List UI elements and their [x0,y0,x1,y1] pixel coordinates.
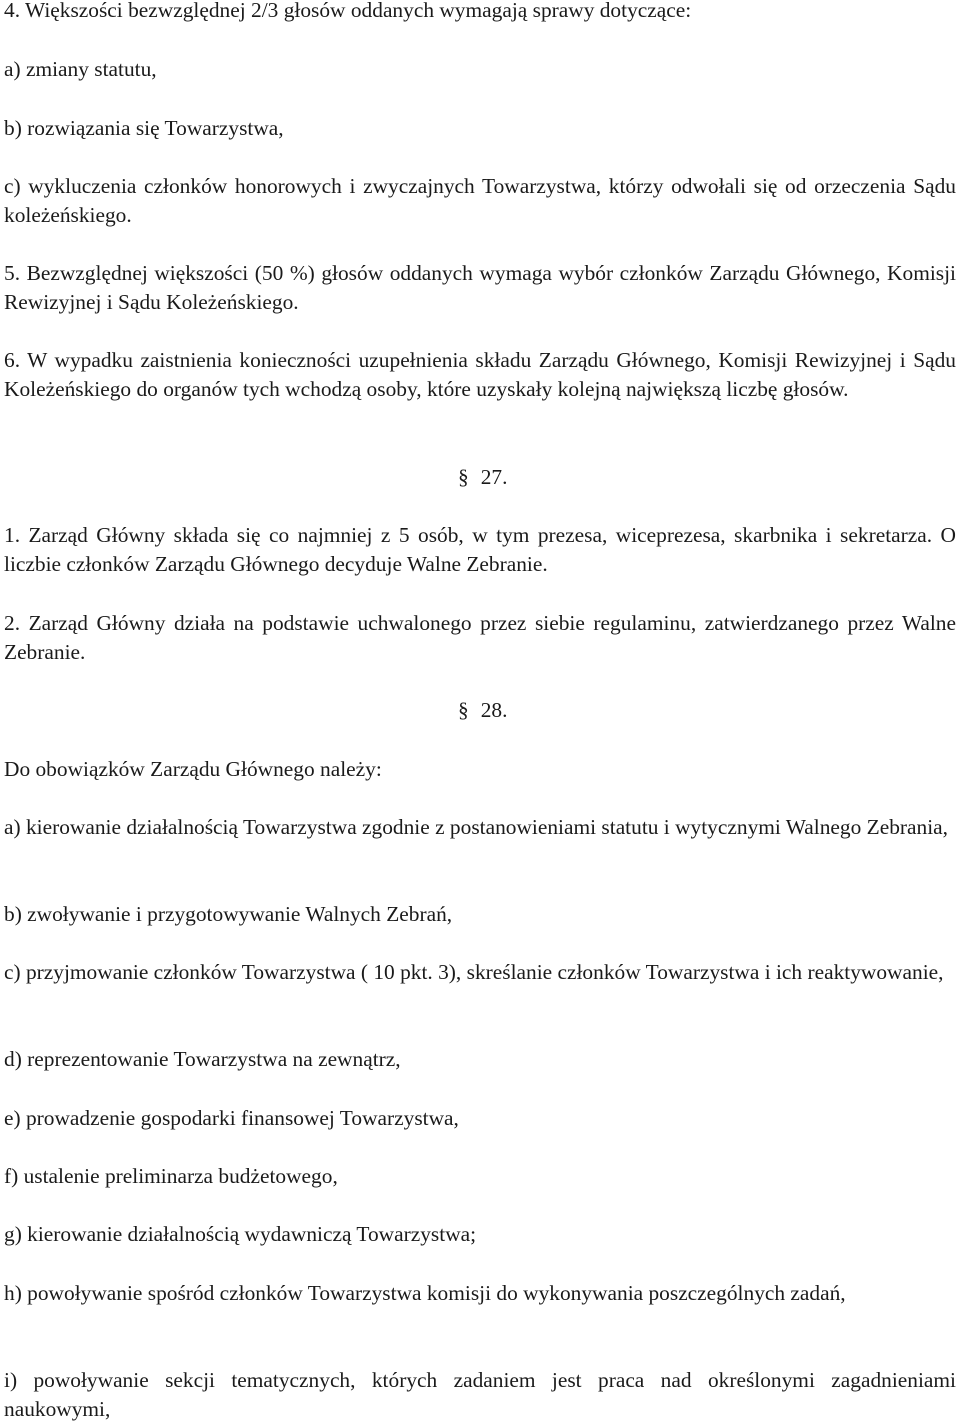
item-4b: b) rozwiązania się Towarzystwa, [4,116,284,140]
duty-e: e) prowadzenie gospodarki finansowej Towarzystwa, [4,1106,459,1130]
duty-i: i) powoływanie sekcji tematycznych, których zadaniem jest praca nad określonymi zagadnieniami naukowymi, [4,1368,956,1421]
paragraph-5: 5. Bezwzględnej większości (50 %) głosów oddanych wymaga wybór członków Zarządu Głównego, Komisji Rewizyjnej i Sądu Koleżeńskiego. [4,261,956,314]
section-number: 27. [480,465,508,489]
section-28-intro: Do obowiązków Zarządu Głównego należy: [4,757,382,781]
duty-a: a) kierowanie działalnością Towarzystwa zgodnie z postanowieniami statutu i wytycznymi Walnego Zebrania, [4,815,948,839]
section-heading-27 [458,463,507,492]
duty-b: b) zwoływanie i przygotowywanie Walnych Zebrań, [4,902,453,926]
section-27-point-2: 2. Zarząd Główny działa na podstawie uchwalonego przez siebie regulaminu, zatwierdzanego przez Walne Zebranie. [4,611,956,664]
section-27-point-1: 1. Zarząd Główny składa się co najmniej z 5 osób, w tym prezesa, wiceprezesa, skarbnika i sekretarza. O liczbie członków Zarządu Głównego decyduje Walne Zebranie. [4,523,956,576]
item-4a: a) zmiany statutu, [4,57,157,81]
duty-h: h) powoływanie spośród członków Towarzystwa komisji do wykonywania poszczególnych zadań, [4,1281,846,1305]
section-sign: § [458,465,469,489]
section-number: 28. [480,698,508,722]
paragraph-4: 4. Większości bezwzględnej 2/3 głosów oddanych wymagają sprawy dotyczące: [4,0,692,22]
duty-d: d) reprezentowanie Towarzystwa na zewnątrz, [4,1047,401,1071]
section-sign: § [458,698,469,722]
paragraph-6: 6. W wypadku zaistnienia konieczności uzupełnienia składu Zarządu Głównego, Komisji Rewizyjnej i Sądu Koleżeńskiego do organów tych wchodzą osoby, które uzyskały kolejną największą liczbę głosów. [4,348,956,401]
duty-g: g) kierowanie działalnością wydawniczą Towarzystwa; [4,1222,477,1246]
duty-f: f) ustalenie preliminarza budżetowego, [4,1164,338,1188]
section-heading-28 [458,696,507,725]
duty-c: c) przyjmowanie członków Towarzystwa ( 10 pkt. 3), skreślanie członków Towarzystwa i ich reaktywowanie, [4,960,944,984]
item-4c: c) wykluczenia członków honorowych i zwyczajnych Towarzystwa, którzy odwołali się od orzeczenia Sądu koleżeńskiego. [4,174,956,227]
